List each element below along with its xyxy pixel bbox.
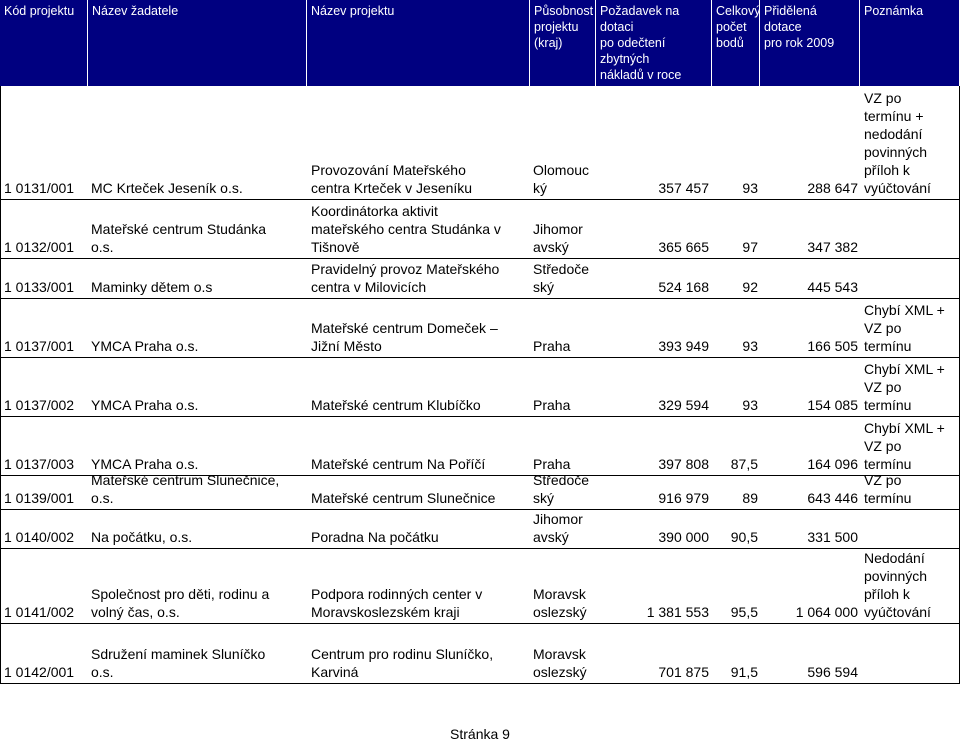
header-line: Požadavek na dotaci: [600, 4, 680, 34]
cell-line: 93: [742, 397, 758, 413]
cell-kod: [4, 396, 88, 414]
header-pozadavek: [596, 0, 712, 98]
header-dotace: [760, 0, 860, 86]
cell-line: Koordinátorka aktivit: [311, 203, 438, 219]
cell-line: příloh k: [864, 586, 910, 602]
header-line: Přidělená dotace: [764, 4, 817, 34]
cell-line: 596 594: [807, 664, 858, 680]
cell-line: oslezský: [533, 664, 587, 680]
cell-kod: [4, 179, 88, 197]
header-line: počet: [716, 20, 747, 34]
cell-line: 390 000: [658, 529, 709, 545]
cell-zadatel: [91, 471, 305, 507]
cell-line: Jihomor: [533, 511, 583, 527]
cell-pozadavek: [596, 337, 709, 355]
cell-line: 1 0140/002: [4, 529, 75, 545]
cell-pozadavek: [596, 278, 709, 296]
cell-projekt: [311, 260, 529, 296]
cell-body: [712, 337, 758, 355]
cell-dotace: [760, 337, 858, 355]
cell-line: 1 0133/001: [4, 279, 75, 295]
cell-line: termínu: [864, 456, 912, 472]
row-border: [0, 357, 960, 358]
cell-dotace: [760, 528, 858, 546]
cell-line: MC Krteček Jeseník o.s.: [91, 180, 243, 196]
row-border: [0, 416, 960, 417]
page-number: Stránka 9: [450, 726, 510, 742]
cell-line: 1 0137/002: [4, 397, 75, 413]
row-border: [0, 298, 960, 299]
cell-line: Mateřské centrum Na Poříčí: [311, 456, 486, 472]
header-kod: [0, 0, 88, 86]
cell-kraj: [533, 220, 595, 256]
cell-kraj: [533, 510, 595, 546]
cell-line: 164 096: [807, 456, 858, 472]
cell-line: 916 979: [658, 490, 709, 506]
cell-line: 397 808: [658, 456, 709, 472]
header-line: (kraj): [534, 36, 563, 50]
cell-body: [712, 179, 758, 197]
cell-dotace: [760, 663, 858, 681]
cell-line: VZ po: [864, 438, 902, 454]
cell-line: avský: [533, 529, 569, 545]
cell-line: Pravidelný provoz Mateřského: [311, 261, 500, 277]
cell-line: Chybí XML +: [864, 420, 945, 436]
cell-line: ský: [533, 490, 554, 506]
cell-line: avský: [533, 239, 569, 255]
cell-line: Mateřské centrum Slunečnice,: [91, 472, 280, 488]
cell-line: termínu: [864, 338, 912, 354]
cell-poznamka: [864, 549, 958, 621]
cell-body: [712, 455, 758, 473]
header-projekt: [307, 0, 530, 86]
cell-line: VZ po: [864, 320, 902, 336]
cell-line: Praha: [533, 397, 571, 413]
cell-line: ký: [533, 180, 547, 196]
cell-line: 329 594: [658, 397, 709, 413]
header-body: [712, 0, 760, 86]
cell-line: 1 0139/001: [4, 490, 75, 506]
cell-kod: [4, 278, 88, 296]
cell-line: 524 168: [658, 279, 709, 295]
cell-body: [712, 396, 758, 414]
cell-dotace: [760, 489, 858, 507]
cell-kraj: [533, 645, 595, 681]
cell-line: vyúčtování: [864, 180, 931, 196]
cell-line: Praha: [533, 338, 571, 354]
header-line: Název žadatele: [92, 4, 179, 18]
cell-projekt: [311, 319, 529, 355]
cell-line: Moravsk: [533, 586, 586, 602]
cell-body: [712, 528, 758, 546]
cell-kod: [4, 455, 88, 473]
cell-line: 1 0141/002: [4, 604, 75, 620]
cell-line: 1 064 000: [795, 604, 858, 620]
cell-kod: [4, 337, 88, 355]
cell-line: 365 665: [658, 239, 709, 255]
cell-poznamka: [864, 471, 958, 507]
column-border: [0, 86, 1, 683]
cell-line: 166 505: [807, 338, 858, 354]
cell-line: 89: [742, 490, 758, 506]
row-border: [0, 199, 960, 200]
cell-line: Tišnově: [311, 239, 360, 255]
cell-line: ský: [533, 279, 554, 295]
cell-line: VZ po: [864, 90, 902, 106]
header-line: Celkový: [716, 4, 761, 18]
cell-line: Mateřské centrum Slunečnice: [311, 490, 496, 506]
cell-line: 701 875: [658, 664, 709, 680]
header-line: Kód projektu: [4, 4, 75, 18]
cell-line: 154 085: [807, 397, 858, 413]
cell-line: 357 457: [658, 180, 709, 196]
cell-dotace: [760, 179, 858, 197]
cell-kraj: [533, 396, 595, 414]
cell-line: 1 0131/001: [4, 180, 75, 196]
cell-line: povinných: [864, 144, 928, 160]
cell-line: YMCA Praha o.s.: [91, 456, 199, 472]
cell-zadatel: [91, 337, 305, 355]
cell-dotace: [760, 238, 858, 256]
cell-line: 347 382: [807, 239, 858, 255]
cell-line: 288 647: [807, 180, 858, 196]
cell-line: YMCA Praha o.s.: [91, 338, 199, 354]
cell-line: volný čas, o.s.: [91, 604, 180, 620]
cell-pozadavek: [596, 489, 709, 507]
cell-zadatel: [91, 585, 305, 621]
cell-kod: [4, 528, 88, 546]
cell-kraj: [533, 585, 595, 621]
cell-line: Mateřské centrum Domeček –: [311, 320, 498, 336]
cell-line: 93: [742, 180, 758, 196]
header-line: Působnost: [534, 4, 594, 18]
cell-zadatel: [91, 220, 305, 256]
cell-zadatel: [91, 179, 305, 197]
cell-line: Centrum pro rodinu Sluníčko,: [311, 646, 494, 662]
cell-projekt: [311, 202, 529, 256]
cell-body: [712, 238, 758, 256]
cell-line: povinných: [864, 568, 928, 584]
cell-zadatel: [91, 278, 305, 296]
cell-line: nedodání: [864, 126, 923, 142]
cell-poznamka: [864, 360, 958, 414]
row-border: [0, 623, 960, 624]
cell-line: 1 381 553: [646, 604, 709, 620]
cell-dotace: [760, 278, 858, 296]
cell-line: o.s.: [91, 490, 114, 506]
cell-line: 95,5: [730, 604, 758, 620]
cell-body: [712, 278, 758, 296]
cell-line: centra Krteček v Jeseníku: [311, 180, 473, 196]
cell-line: Praha: [533, 456, 571, 472]
header-line: Poznámka: [864, 4, 924, 18]
cell-line: Chybí XML +: [864, 361, 945, 377]
cell-line: VZ po: [864, 379, 902, 395]
cell-line: Mateřské centrum Klubíčko: [311, 397, 481, 413]
header-line: nákladů v roce 2009: [600, 68, 682, 98]
cell-line: Karviná: [311, 664, 359, 680]
header-line: projektu: [534, 20, 579, 34]
header-line: pro rok 2009: [764, 36, 835, 50]
cell-line: termínu: [864, 490, 912, 506]
cell-zadatel: [91, 528, 305, 546]
cell-line: Mateřské centrum Studánka: [91, 221, 267, 237]
cell-kraj: [533, 471, 595, 507]
cell-line: 1 0137/003: [4, 456, 75, 472]
cell-projekt: [311, 161, 529, 197]
cell-dotace: [760, 603, 858, 621]
header-line: bodů: [716, 36, 744, 50]
row-border: [0, 683, 960, 684]
cell-poznamka: [864, 419, 958, 473]
cell-line: centra v Milovicích: [311, 279, 427, 295]
row-border: [0, 509, 960, 510]
cell-kraj: [533, 260, 595, 296]
cell-line: 1 0137/001: [4, 338, 75, 354]
row-border: [0, 258, 960, 259]
cell-pozadavek: [596, 179, 709, 197]
cell-line: 90,5: [730, 529, 758, 545]
cell-line: VZ po: [864, 472, 902, 488]
cell-line: 1 0132/001: [4, 239, 75, 255]
cell-line: o.s.: [91, 239, 114, 255]
cell-projekt: [311, 455, 529, 473]
cell-line: Nedodání: [864, 550, 925, 566]
cell-line: 92: [742, 279, 758, 295]
cell-line: 1 0142/001: [4, 664, 75, 680]
cell-kraj: [533, 161, 595, 197]
cell-line: 87,5: [730, 456, 758, 472]
cell-line: Podpora rodinných center v: [311, 586, 483, 602]
cell-line: vyúčtování: [864, 604, 931, 620]
cell-body: [712, 489, 758, 507]
cell-projekt: [311, 585, 529, 621]
cell-line: Maminky dětem o.s: [91, 279, 213, 295]
cell-line: Olomouc: [533, 162, 590, 178]
cell-line: příloh k: [864, 162, 910, 178]
cell-dotace: [760, 396, 858, 414]
cell-zadatel: [91, 396, 305, 414]
cell-line: 91,5: [730, 664, 758, 680]
cell-pozadavek: [596, 603, 709, 621]
cell-pozadavek: [596, 455, 709, 473]
cell-poznamka: [864, 89, 958, 197]
header-line: po odečtení zbytných: [600, 36, 666, 66]
cell-line: 445 543: [807, 279, 858, 295]
cell-line: Chybí XML +: [864, 302, 945, 318]
cell-line: 93: [742, 338, 758, 354]
row-border: [0, 548, 960, 549]
cell-line: 331 500: [807, 529, 858, 545]
cell-poznamka: [864, 301, 958, 355]
cell-line: termínu: [864, 397, 912, 413]
cell-line: Společnost pro děti, rodinu a: [91, 586, 270, 602]
cell-line: Jihomor: [533, 221, 583, 237]
cell-line: Na počátku, o.s.: [91, 529, 193, 545]
cell-line: o.s.: [91, 664, 114, 680]
cell-line: Středoče: [533, 261, 590, 277]
header-zadatel: [88, 0, 307, 86]
cell-kod: [4, 489, 88, 507]
cell-body: [712, 663, 758, 681]
cell-line: YMCA Praha o.s.: [91, 397, 199, 413]
cell-line: Středoče: [533, 472, 590, 488]
cell-pozadavek: [596, 528, 709, 546]
cell-line: 97: [742, 239, 758, 255]
cell-line: mateřského centra Studánka v: [311, 221, 501, 237]
cell-line: Provozování Mateřského: [311, 162, 466, 178]
cell-projekt: [311, 645, 529, 681]
header-kraj: [530, 0, 596, 86]
cell-kod: [4, 663, 88, 681]
cell-line: 643 446: [807, 490, 858, 506]
cell-line: Jižní Město: [311, 338, 382, 354]
cell-line: Moravskoslezském kraji: [311, 604, 460, 620]
cell-pozadavek: [596, 238, 709, 256]
cell-dotace: [760, 455, 858, 473]
cell-line: Poradna Na počátku: [311, 529, 439, 545]
cell-body: [712, 603, 758, 621]
cell-projekt: [311, 528, 529, 546]
cell-projekt: [311, 396, 529, 414]
header-line: Název projektu: [311, 4, 395, 18]
cell-pozadavek: [596, 396, 709, 414]
cell-pozadavek: [596, 663, 709, 681]
cell-kraj: [533, 337, 595, 355]
cell-kod: [4, 603, 88, 621]
cell-line: termínu +: [864, 108, 924, 124]
cell-kod: [4, 238, 88, 256]
cell-zadatel: [91, 645, 305, 681]
cell-line: oslezský: [533, 604, 587, 620]
cell-line: Sdružení maminek Sluníčko: [91, 646, 266, 662]
cell-line: 393 949: [658, 338, 709, 354]
cell-line: Moravsk: [533, 646, 586, 662]
cell-projekt: [311, 489, 529, 507]
header-poznamka: [860, 0, 960, 86]
